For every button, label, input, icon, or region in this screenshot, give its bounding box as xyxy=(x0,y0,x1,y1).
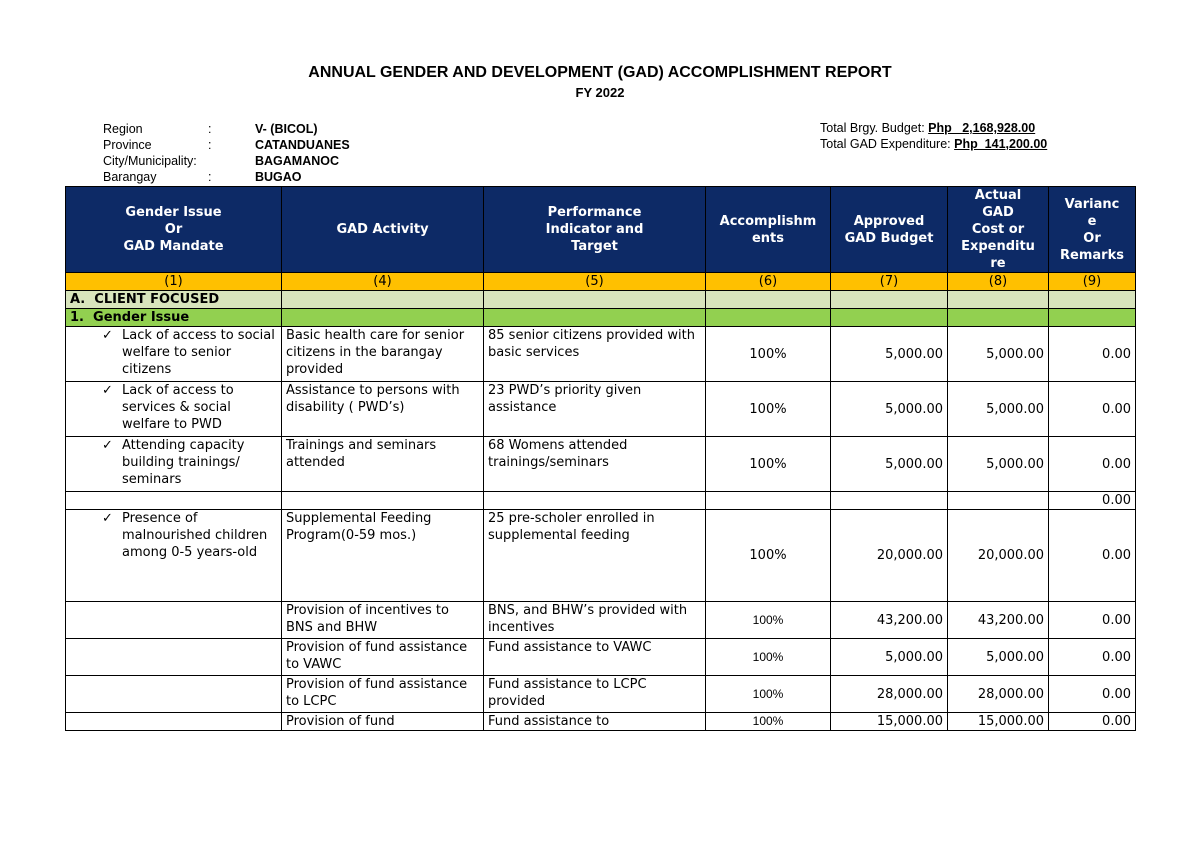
fiscal-year: FY 2022 xyxy=(575,85,625,100)
empty-cell xyxy=(948,309,1049,327)
gad-activity-cell: Supplemental Feeding Program(0-59 mos.) xyxy=(282,510,484,602)
section-gender-issue-row xyxy=(66,309,1136,327)
performance-indicator-cell: Fund assistance to VAWC xyxy=(484,639,706,676)
approved-budget-cell: 15,000.00 xyxy=(831,713,948,731)
total-brgy-budget xyxy=(820,121,1035,135)
approved-budget-cell: 5,000.00 xyxy=(831,639,948,676)
report-title: ANNUAL GENDER AND DEVELOPMENT (GAD) ACCOMPLISHMENT REPORT xyxy=(308,64,892,81)
empty-cell xyxy=(706,291,831,309)
checkmark-icon: ✓ xyxy=(102,511,113,526)
info-colon: : xyxy=(208,122,212,136)
gender-issue-cell xyxy=(66,713,282,731)
table-row xyxy=(66,639,1136,676)
variance-cell: 0.00 xyxy=(1049,492,1136,510)
checkmark-icon: ✓ xyxy=(102,438,113,453)
table-row xyxy=(66,492,1136,510)
info-label: Region xyxy=(103,122,143,136)
total-gad-expenditure xyxy=(820,137,1047,151)
empty-cell xyxy=(484,291,706,309)
total-gad-expenditure-value: Php 141,200.00 xyxy=(954,137,1048,151)
empty-cell xyxy=(948,291,1049,309)
info-row-barangay xyxy=(103,169,403,185)
actual-cost-cell xyxy=(948,492,1049,510)
performance-indicator-cell: 68 Womens attended trainings/seminars xyxy=(484,437,706,492)
approved-budget-cell: 43,200.00 xyxy=(831,602,948,639)
approved-budget-cell: 5,000.00 xyxy=(831,327,948,382)
info-row-city xyxy=(103,153,403,169)
gender-issue-cell xyxy=(66,602,282,639)
empty-cell xyxy=(282,291,484,309)
info-label: Barangay xyxy=(103,170,157,184)
empty-cell xyxy=(706,309,831,327)
gender-issue-text: Lack of access to services & social welfare to PWD xyxy=(122,383,234,432)
column-number: (1) xyxy=(66,273,282,291)
accomplishment-table xyxy=(65,186,1136,731)
gender-issue-cell xyxy=(66,492,282,510)
gad-activity-cell: Provision of incentives to BNS and BHW xyxy=(282,602,484,639)
performance-indicator-cell: 85 senior citizens provided with basic services xyxy=(484,327,706,382)
header-actual-cost: Actual GAD Cost or Expenditu re xyxy=(948,187,1049,273)
accomplishment-cell xyxy=(706,492,831,510)
accomplishment-cell: 100% xyxy=(706,713,831,731)
actual-cost-cell: 20,000.00 xyxy=(948,510,1049,602)
column-number: (6) xyxy=(706,273,831,291)
table-row xyxy=(66,713,1136,731)
empty-cell xyxy=(831,309,948,327)
gender-issue-text: Lack of access to social welfare to senior citizens xyxy=(122,328,275,377)
variance-cell: 0.00 xyxy=(1049,510,1136,602)
gender-issue-cell xyxy=(66,382,282,437)
table-row xyxy=(66,602,1136,639)
info-value: V- (BICOL) xyxy=(255,122,318,136)
gender-issue-cell xyxy=(66,676,282,713)
performance-indicator-cell: Fund assistance to LCPC provided xyxy=(484,676,706,713)
column-number: (4) xyxy=(282,273,484,291)
variance-cell: 0.00 xyxy=(1049,676,1136,713)
variance-cell: 0.00 xyxy=(1049,327,1136,382)
info-colon: : xyxy=(208,170,212,184)
gad-activity-cell: Provision of fund assistance to VAWC xyxy=(282,639,484,676)
location-info xyxy=(103,121,403,185)
performance-indicator-cell: 23 PWD’s priority given assistance xyxy=(484,382,706,437)
accomplishment-cell: 100% xyxy=(706,510,831,602)
actual-cost-cell: 15,000.00 xyxy=(948,713,1049,731)
accomplishment-cell: 100% xyxy=(706,639,831,676)
approved-budget-cell: 5,000.00 xyxy=(831,437,948,492)
actual-cost-cell: 28,000.00 xyxy=(948,676,1049,713)
header-row xyxy=(66,187,1136,273)
info-value: BAGAMANOC xyxy=(255,154,340,168)
gender-issue-cell xyxy=(66,639,282,676)
accomplishment-cell: 100% xyxy=(706,327,831,382)
checkmark-icon: ✓ xyxy=(102,328,113,343)
column-number: (9) xyxy=(1049,273,1136,291)
column-number: (7) xyxy=(831,273,948,291)
header-accomplishments: Accomplishm ents xyxy=(706,187,831,273)
info-value: CATANDUANES xyxy=(255,138,350,152)
variance-cell: 0.00 xyxy=(1049,382,1136,437)
table-row xyxy=(66,382,1136,437)
performance-indicator-cell: 25 pre-scholer enrolled in supplemental feeding xyxy=(484,510,706,602)
empty-cell xyxy=(1049,309,1136,327)
actual-cost-cell: 5,000.00 xyxy=(948,639,1049,676)
gad-activity-cell: Trainings and seminars attended xyxy=(282,437,484,492)
actual-cost-cell: 5,000.00 xyxy=(948,382,1049,437)
approved-budget-cell: 5,000.00 xyxy=(831,382,948,437)
accomplishment-cell: 100% xyxy=(706,676,831,713)
approved-budget-cell: 20,000.00 xyxy=(831,510,948,602)
performance-indicator-cell: Fund assistance to xyxy=(484,713,706,731)
variance-cell: 0.00 xyxy=(1049,437,1136,492)
actual-cost-cell: 5,000.00 xyxy=(948,437,1049,492)
checkmark-icon: ✓ xyxy=(102,383,113,398)
info-value: BUGAO xyxy=(255,170,302,184)
gender-issue-text: Attending capacity building trainings/ seminars xyxy=(122,438,245,487)
table-row xyxy=(66,327,1136,382)
header-approved-budget: Approved GAD Budget xyxy=(831,187,948,273)
section-client-focused-row xyxy=(66,291,1136,309)
info-colon: : xyxy=(208,138,212,152)
gad-activity-cell: Provision of fund xyxy=(282,713,484,731)
gender-issue-cell xyxy=(66,510,282,602)
gad-activity-cell: Basic health care for senior citizens in the barangay provided xyxy=(282,327,484,382)
info-row-region xyxy=(103,121,403,137)
table-row xyxy=(66,676,1136,713)
header-variance: Varianc e Or Remarks xyxy=(1049,187,1136,273)
empty-cell xyxy=(1049,291,1136,309)
gad-activity-cell xyxy=(282,492,484,510)
actual-cost-cell: 43,200.00 xyxy=(948,602,1049,639)
gender-issue-cell xyxy=(66,327,282,382)
column-number: (5) xyxy=(484,273,706,291)
gad-activity-cell: Assistance to persons with disability ( PWD’s) xyxy=(282,382,484,437)
variance-cell: 0.00 xyxy=(1049,602,1136,639)
total-gad-expenditure-label: Total GAD Expenditure: xyxy=(820,137,951,151)
info-label: City/Municipality: xyxy=(103,154,197,168)
table-row xyxy=(66,437,1136,492)
empty-cell xyxy=(484,309,706,327)
section-gender-issue: 1. Gender Issue xyxy=(66,309,282,327)
gender-issue-cell xyxy=(66,437,282,492)
empty-cell xyxy=(282,309,484,327)
header-performance-indicator: Performance Indicator and Target xyxy=(484,187,706,273)
table-row xyxy=(66,510,1136,602)
header-gender-issue: Gender Issue Or GAD Mandate xyxy=(66,187,282,273)
column-number: (8) xyxy=(948,273,1049,291)
accomplishment-cell: 100% xyxy=(706,437,831,492)
actual-cost-cell: 5,000.00 xyxy=(948,327,1049,382)
performance-indicator-cell xyxy=(484,492,706,510)
header-gad-activity: GAD Activity xyxy=(282,187,484,273)
variance-cell: 0.00 xyxy=(1049,639,1136,676)
column-number-row xyxy=(66,273,1136,291)
accomplishment-cell: 100% xyxy=(706,382,831,437)
info-label: Province xyxy=(103,138,152,152)
approved-budget-cell xyxy=(831,492,948,510)
total-brgy-budget-value: Php 2,168,928.00 xyxy=(928,121,1036,135)
variance-cell: 0.00 xyxy=(1049,713,1136,731)
info-row-province xyxy=(103,137,403,153)
approved-budget-cell: 28,000.00 xyxy=(831,676,948,713)
total-brgy-budget-label: Total Brgy. Budget: xyxy=(820,121,925,135)
performance-indicator-cell: BNS, and BHW’s provided with incentives xyxy=(484,602,706,639)
gender-issue-text: Presence of malnourished children among 0-5 years-old xyxy=(122,511,268,560)
accomplishment-cell: 100% xyxy=(706,602,831,639)
gad-activity-cell: Provision of fund assistance to LCPC xyxy=(282,676,484,713)
section-client-focused: A. CLIENT FOCUSED xyxy=(66,291,282,309)
empty-cell xyxy=(831,291,948,309)
